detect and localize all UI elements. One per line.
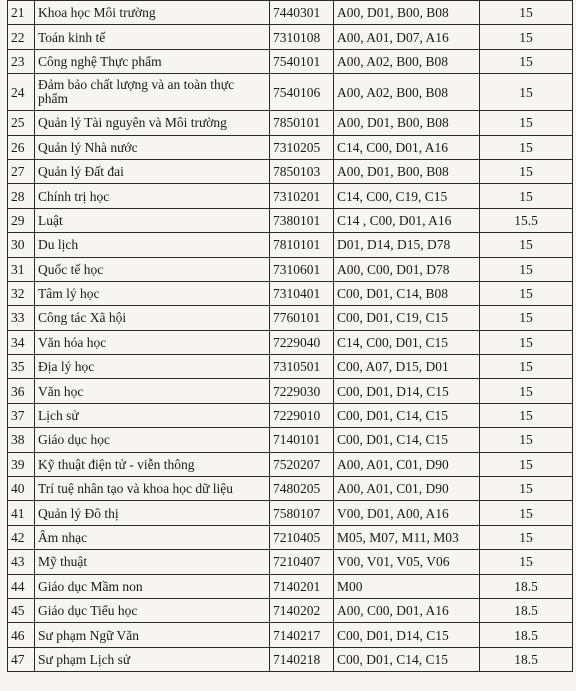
table-row [8,330,573,354]
cutoff-score-cell: 18.5 [480,598,573,622]
major-name-cell: Công nghệ Thực phẩm [35,49,270,73]
table-row [8,428,573,452]
major-name-cell: Du lịch [35,233,270,257]
subject-combination-cell: C00, D01, D14, C15 [334,623,480,647]
table-row [8,74,573,111]
table-row [8,233,573,257]
major-code-cell: 7140101 [270,428,334,452]
major-code-cell: 7229010 [270,403,334,427]
major-code-cell: 7140201 [270,574,334,598]
major-code-cell: 7810101 [270,233,334,257]
cutoff-score-cell: 15 [480,550,573,574]
table-row [8,257,573,281]
major-code-cell: 7380101 [270,208,334,232]
major-code-cell: 7580107 [270,501,334,525]
row-number-cell: 30 [8,233,35,257]
cutoff-score-cell: 15 [480,501,573,525]
cutoff-score-cell: 15 [480,49,573,73]
subject-combination-cell: C00, D01, C14, C15 [334,428,480,452]
row-number-cell: 23 [8,49,35,73]
table-row [8,25,573,49]
cutoff-score-cell: 15 [480,257,573,281]
subject-combination-cell: C00, A07, D15, D01 [334,355,480,379]
table-row [8,501,573,525]
major-code-cell: 7229040 [270,330,334,354]
major-code-cell: 7310205 [270,135,334,159]
table-row [8,1,573,25]
subject-combination-cell: C14, C00, D01, A16 [334,135,480,159]
table-body [8,1,573,672]
cutoff-score-cell: 15 [480,379,573,403]
table-row [8,477,573,501]
major-code-cell: 7310601 [270,257,334,281]
cutoff-score-cell: 18.5 [480,647,573,671]
subject-combination-cell: A00, D01, B00, B08 [334,1,480,25]
major-name-cell: Khoa học Môi trường [35,1,270,25]
major-name-cell: Đảm bảo chất lượng và an toàn thực phẩm [35,74,270,111]
cutoff-score-cell: 15 [480,306,573,330]
major-code-cell: 7210405 [270,525,334,549]
major-name-cell: Địa lý học [35,355,270,379]
major-name-cell: Văn hóa học [35,330,270,354]
cutoff-score-cell: 18.5 [480,574,573,598]
row-number-cell: 44 [8,574,35,598]
table-row [8,525,573,549]
major-name-cell: Quản lý Tài nguyên và Môi trường [35,111,270,135]
table-row [8,208,573,232]
subject-combination-cell: M05, M07, M11, M03 [334,525,480,549]
subject-combination-cell: M00 [334,574,480,598]
row-number-cell: 38 [8,428,35,452]
row-number-cell: 32 [8,281,35,305]
major-name-cell: Chính trị học [35,184,270,208]
major-name-cell: Mỹ thuật [35,550,270,574]
cutoff-score-cell: 15 [480,330,573,354]
table-row [8,49,573,73]
major-name-cell: Giáo dục Mầm non [35,574,270,598]
row-number-cell: 43 [8,550,35,574]
subject-combination-cell: C14, C00, C19, C15 [334,184,480,208]
subject-combination-cell: C14 , C00, D01, A16 [334,208,480,232]
row-number-cell: 26 [8,135,35,159]
row-number-cell: 29 [8,208,35,232]
admission-score-table [7,0,573,672]
row-number-cell: 21 [8,1,35,25]
subject-combination-cell: C00, D01, C19, C15 [334,306,480,330]
major-code-cell: 7140217 [270,623,334,647]
table-row [8,281,573,305]
cutoff-score-cell: 15 [480,281,573,305]
row-number-cell: 28 [8,184,35,208]
row-number-cell: 33 [8,306,35,330]
major-name-cell: Giáo dục học [35,428,270,452]
cutoff-score-cell: 15 [480,428,573,452]
major-name-cell: Quản lý Đất đai [35,159,270,183]
subject-combination-cell: A00, A02, B00, B08 [334,49,480,73]
table-row [8,550,573,574]
major-name-cell: Sư phạm Lịch sử [35,647,270,671]
table-row [8,184,573,208]
table-row [8,306,573,330]
table-row [8,623,573,647]
major-code-cell: 7310201 [270,184,334,208]
row-number-cell: 27 [8,159,35,183]
major-code-cell: 7310108 [270,25,334,49]
major-name-cell: Quản lý Nhà nước [35,135,270,159]
major-code-cell: 7850103 [270,159,334,183]
major-code-cell: 7850101 [270,111,334,135]
major-code-cell: 7140202 [270,598,334,622]
cutoff-score-cell: 15 [480,74,573,111]
major-code-cell: 7520207 [270,452,334,476]
row-number-cell: 36 [8,379,35,403]
row-number-cell: 47 [8,647,35,671]
subject-combination-cell: C00, D01, D14, C15 [334,379,480,403]
major-name-cell: Tâm lý học [35,281,270,305]
cutoff-score-cell: 15 [480,184,573,208]
subject-combination-cell: A00, A01, C01, D90 [334,477,480,501]
row-number-cell: 41 [8,501,35,525]
row-number-cell: 37 [8,403,35,427]
cutoff-score-cell: 15 [480,159,573,183]
major-name-cell: Văn học [35,379,270,403]
major-name-cell: Âm nhạc [35,525,270,549]
row-number-cell: 45 [8,598,35,622]
table-row [8,452,573,476]
cutoff-score-cell: 18.5 [480,623,573,647]
cutoff-score-cell: 15 [480,525,573,549]
row-number-cell: 40 [8,477,35,501]
cutoff-score-cell: 15 [480,452,573,476]
major-name-cell: Quản lý Đô thị [35,501,270,525]
table-row [8,403,573,427]
major-code-cell: 7480205 [270,477,334,501]
row-number-cell: 42 [8,525,35,549]
major-code-cell: 7210407 [270,550,334,574]
major-name-cell: Toán kinh tế [35,25,270,49]
subject-combination-cell: C00, D01, C14, C15 [334,647,480,671]
major-code-cell: 7760101 [270,306,334,330]
subject-combination-cell: A00, A01, C01, D90 [334,452,480,476]
cutoff-score-cell: 15 [480,1,573,25]
subject-combination-cell: V00, V01, V05, V06 [334,550,480,574]
table-row [8,135,573,159]
table-row [8,159,573,183]
cutoff-score-cell: 15 [480,25,573,49]
row-number-cell: 34 [8,330,35,354]
major-name-cell: Kỹ thuật điện tử - viễn thông [35,452,270,476]
row-number-cell: 31 [8,257,35,281]
major-name-cell: Sư phạm Ngữ Văn [35,623,270,647]
major-name-cell: Lịch sử [35,403,270,427]
table-row [8,647,573,671]
row-number-cell: 46 [8,623,35,647]
subject-combination-cell: A00, A02, B00, B08 [334,74,480,111]
cutoff-score-cell: 15 [480,355,573,379]
table-row [8,379,573,403]
major-code-cell: 7310501 [270,355,334,379]
subject-combination-cell: A00, A01, D07, A16 [334,25,480,49]
major-name-cell: Trí tuệ nhân tạo và khoa học dữ liệu [35,477,270,501]
major-code-cell: 7440301 [270,1,334,25]
subject-combination-cell: A00, D01, B00, B08 [334,111,480,135]
cutoff-score-cell: 15 [480,403,573,427]
major-code-cell: 7310401 [270,281,334,305]
subject-combination-cell: C00, D01, C14, C15 [334,403,480,427]
subject-combination-cell: D01, D14, D15, D78 [334,233,480,257]
major-name-cell: Quốc tế học [35,257,270,281]
subject-combination-cell: V00, D01, A00, A16 [334,501,480,525]
row-number-cell: 24 [8,74,35,111]
subject-combination-cell: A00, C00, D01, A16 [334,598,480,622]
subject-combination-cell: A00, C00, D01, D78 [334,257,480,281]
major-code-cell: 7229030 [270,379,334,403]
cutoff-score-cell: 15 [480,477,573,501]
cutoff-score-cell: 15 [480,233,573,257]
table-row [8,355,573,379]
major-code-cell: 7140218 [270,647,334,671]
subject-combination-cell: C14, C00, D01, C15 [334,330,480,354]
row-number-cell: 39 [8,452,35,476]
major-name-cell: Công tác Xã hội [35,306,270,330]
row-number-cell: 35 [8,355,35,379]
major-code-cell: 7540106 [270,74,334,111]
cutoff-score-cell: 15.5 [480,208,573,232]
table-row [8,598,573,622]
major-name-cell: Luật [35,208,270,232]
cutoff-score-cell: 15 [480,111,573,135]
major-code-cell: 7540101 [270,49,334,73]
table-row [8,574,573,598]
subject-combination-cell: A00, D01, B00, B08 [334,159,480,183]
row-number-cell: 22 [8,25,35,49]
row-number-cell: 25 [8,111,35,135]
cutoff-score-cell: 15 [480,135,573,159]
table-row [8,111,573,135]
subject-combination-cell: C00, D01, C14, B08 [334,281,480,305]
major-name-cell: Giáo dục Tiểu học [35,598,270,622]
